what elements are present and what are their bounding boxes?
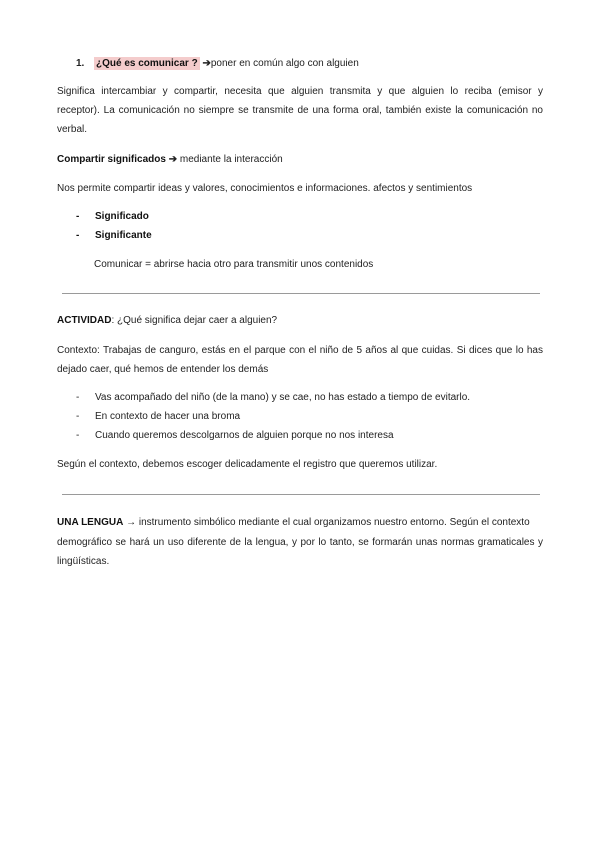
list-item-text: Vas acompañado del niño (de la mano) y se cae, no has estado a tiempo de evitarlo. bbox=[95, 392, 471, 403]
question-number: 1. bbox=[76, 58, 85, 69]
lengua-line-1 bbox=[57, 517, 543, 529]
lengua-line-3: lingüísticas. bbox=[57, 556, 110, 567]
question-answer: poner en común algo con alguien bbox=[210, 58, 359, 69]
list-item-text: En contexto de hacer una broma bbox=[95, 411, 241, 422]
definition-line-3: verbal. bbox=[57, 124, 88, 135]
context-line-1: Contexto: Trabajas de canguro, estás en el parque con el niño de 5 años al que cuidas. Si dices que lo has bbox=[57, 345, 543, 356]
list-item-text: Significante bbox=[95, 230, 152, 241]
list-item bbox=[76, 430, 536, 442]
activity-question: : ¿Qué significa dejar caer a alguien? bbox=[111, 315, 278, 326]
definition-line-1: Significa intercambiar y compartir, necesita que alguien transmita y que alguien lo reciba (emisor y bbox=[57, 86, 543, 97]
lengua-line-2: demográfico se hará un uso diferente de la lengua, y por lo tanto, se formarán unas normas gramaticales y bbox=[57, 537, 543, 548]
list-bullet: - bbox=[76, 230, 80, 241]
activity-heading bbox=[57, 315, 543, 327]
activity-conclusion: Según el contexto, debemos escoger delicadamente el registro que queremos utilizar. bbox=[57, 459, 438, 470]
list-bullet: - bbox=[76, 430, 80, 441]
list-item-text: Cuando queremos descolgarnos de alguien porque no nos interesa bbox=[95, 430, 394, 441]
question-text: ¿Qué es comunicar ? bbox=[96, 58, 198, 69]
list-bullet: - bbox=[76, 211, 80, 222]
lengua-term: UNA LENGUA bbox=[57, 517, 124, 528]
context-line-2: dejado caer, qué hemos de entender los demás bbox=[57, 364, 269, 375]
list-bullet: - bbox=[76, 392, 80, 403]
arrow-icon: ➔ bbox=[168, 154, 178, 165]
list-item bbox=[76, 211, 376, 223]
permite-paragraph: Nos permite compartir ideas y valores, conocimientos e informaciones. afectos y sentimientos bbox=[57, 183, 473, 194]
comunicar-definition: Comunicar = abrirse hacia otro para transmitir unos contenidos bbox=[94, 259, 374, 270]
list-item bbox=[76, 411, 536, 423]
list-item bbox=[76, 392, 536, 404]
lengua-text: instrumento simbólico mediante el cual organizamos nuestro entorno. Según el contexto bbox=[138, 517, 530, 528]
list-item bbox=[76, 230, 376, 242]
question-heading bbox=[76, 58, 496, 70]
list-bullet: - bbox=[76, 411, 80, 422]
share-term: Compartir significados bbox=[57, 154, 166, 165]
definition-line-2: receptor). La comunicación no siempre se transmite de una forma oral, también existe la comunicación no bbox=[57, 105, 543, 116]
section-divider bbox=[62, 293, 540, 294]
section-divider bbox=[62, 494, 540, 495]
activity-label: ACTIVIDAD bbox=[57, 315, 112, 326]
share-rest: mediante la interacción bbox=[179, 154, 283, 165]
arrow-icon: ➔ bbox=[202, 58, 211, 69]
list-item-text: Significado bbox=[95, 211, 149, 222]
share-heading bbox=[57, 154, 543, 166]
arrow-icon: → bbox=[126, 517, 137, 528]
